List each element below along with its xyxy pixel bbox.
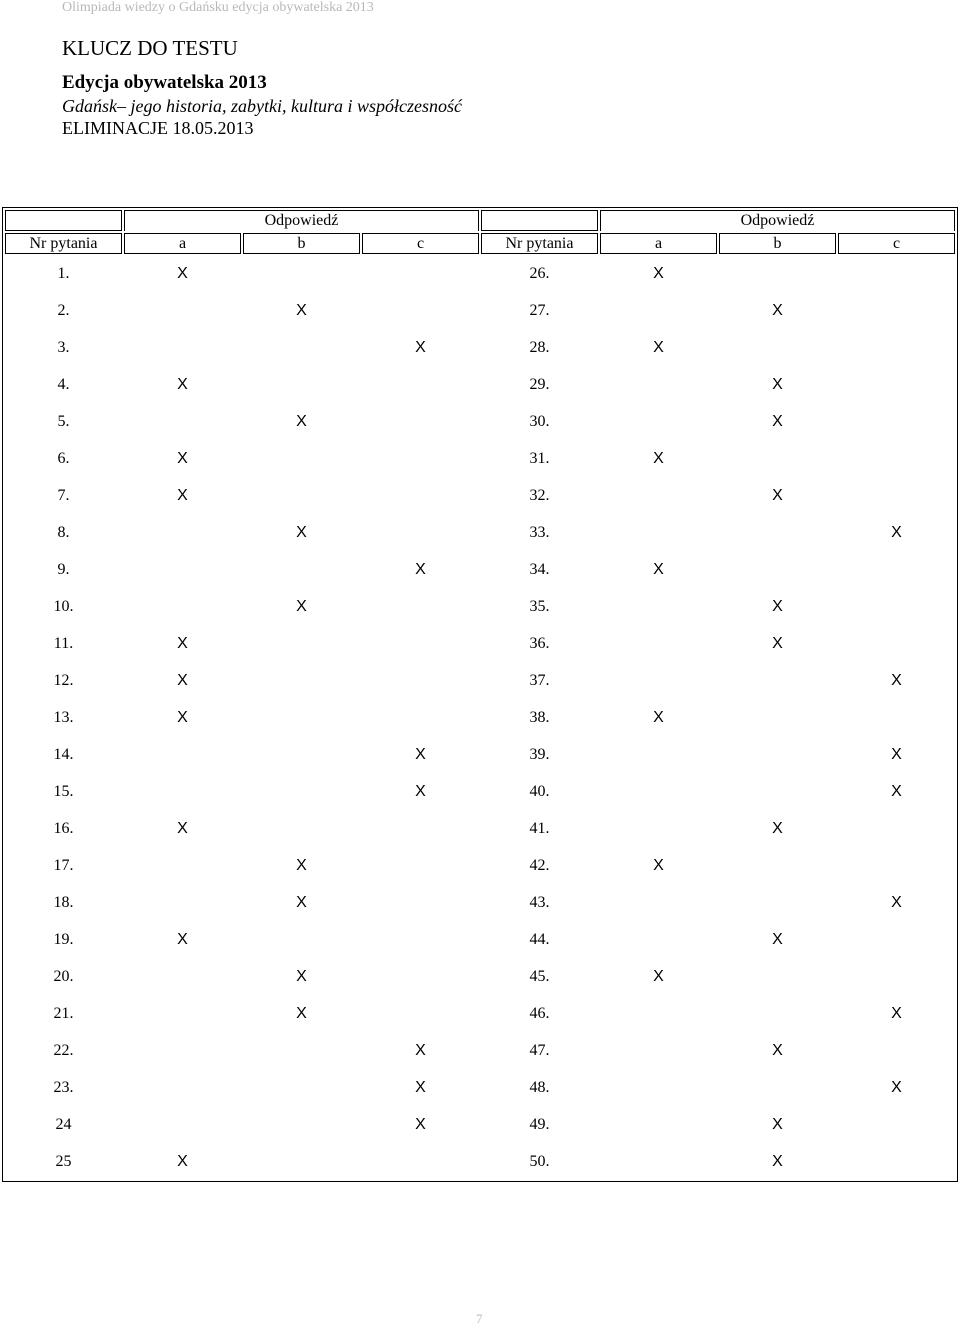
answer-mark-a <box>600 774 717 809</box>
answer-mark-b: X <box>296 301 307 319</box>
answer-mark-b: X <box>772 597 783 615</box>
answer-mark-c <box>362 441 479 476</box>
answer-mark-c <box>838 589 955 624</box>
answer-mark-c <box>838 367 955 402</box>
answer-mark-a <box>124 737 241 772</box>
answer-mark-c <box>362 885 479 920</box>
col-header-nr-right: Nr pytania <box>481 233 598 254</box>
answer-mark-b <box>243 1107 360 1142</box>
eliminations-date: ELIMINACJE 18.05.2013 <box>62 118 254 138</box>
question-number: 45. <box>529 967 550 985</box>
answer-mark-a <box>600 1070 717 1105</box>
question-number: 20. <box>53 967 74 985</box>
answer-mark-a: X <box>653 967 664 985</box>
answer-mark-c <box>838 404 955 439</box>
table-row <box>5 552 955 587</box>
table-row <box>5 922 955 957</box>
answer-mark-a <box>600 1033 717 1068</box>
answer-mark-a: X <box>653 708 664 726</box>
table-row <box>5 330 955 365</box>
answer-mark-c <box>838 626 955 661</box>
answer-mark-a <box>600 367 717 402</box>
answer-mark-b: X <box>296 967 307 985</box>
answer-mark-b <box>243 774 360 809</box>
table-row <box>5 663 955 698</box>
answer-mark-c: X <box>891 1078 902 1096</box>
question-number: 46. <box>529 1004 550 1022</box>
column-header-row <box>5 233 955 254</box>
question-number: 42. <box>529 856 550 874</box>
answer-mark-c <box>362 404 479 439</box>
question-number: 22. <box>53 1041 74 1059</box>
answer-mark-b <box>243 256 360 291</box>
question-number: 50. <box>529 1152 550 1170</box>
answer-mark-b <box>719 256 836 291</box>
table-row <box>5 1033 955 1068</box>
question-number: 1. <box>57 264 70 282</box>
question-number: 35. <box>529 597 550 615</box>
answer-mark-b: X <box>296 856 307 874</box>
question-number: 19. <box>53 930 74 948</box>
question-number: 29. <box>529 375 550 393</box>
answer-mark-a: X <box>177 930 188 948</box>
col-header-a-right: a <box>600 233 717 254</box>
answer-mark-b: X <box>296 523 307 541</box>
answer-mark-c: X <box>891 671 902 689</box>
question-number: 24 <box>55 1115 72 1133</box>
answer-mark-b <box>719 885 836 920</box>
answer-mark-c <box>838 478 955 513</box>
answer-mark-c: X <box>415 745 426 763</box>
table-row <box>5 1144 955 1179</box>
question-number: 30. <box>529 412 550 430</box>
answer-mark-b <box>243 663 360 698</box>
table-row <box>5 774 955 809</box>
question-number: 27. <box>529 301 550 319</box>
answer-mark-b <box>719 737 836 772</box>
question-number: 41. <box>529 819 550 837</box>
answer-mark-a: X <box>177 634 188 652</box>
answer-mark-c: X <box>891 523 902 541</box>
table-row <box>5 700 955 735</box>
question-number: 21. <box>53 1004 74 1022</box>
answer-mark-c: X <box>891 782 902 800</box>
answer-mark-a: X <box>177 708 188 726</box>
answer-mark-c <box>362 293 479 328</box>
answer-mark-a <box>600 589 717 624</box>
answer-mark-b <box>243 1033 360 1068</box>
question-number: 34. <box>529 560 550 578</box>
question-number: 17. <box>53 856 74 874</box>
answer-mark-a <box>124 1070 241 1105</box>
question-number: 4. <box>57 375 70 393</box>
answer-mark-c <box>362 626 479 661</box>
answer-mark-b <box>243 441 360 476</box>
answer-mark-b: X <box>296 893 307 911</box>
answer-mark-a <box>124 552 241 587</box>
answer-mark-c <box>838 922 955 957</box>
answer-mark-a: X <box>653 856 664 874</box>
answer-mark-b <box>719 848 836 883</box>
answer-mark-a <box>124 1107 241 1142</box>
answer-mark-b <box>243 1070 360 1105</box>
answer-mark-b <box>719 663 836 698</box>
answer-mark-b <box>719 552 836 587</box>
answer-mark-a <box>600 737 717 772</box>
table-row <box>5 404 955 439</box>
group-header-left: Odpowiedź <box>124 210 479 231</box>
answer-mark-c <box>362 996 479 1031</box>
answer-mark-c: X <box>891 745 902 763</box>
answer-mark-c <box>838 552 955 587</box>
answer-mark-a <box>124 1033 241 1068</box>
answer-mark-c <box>362 848 479 883</box>
table-row <box>5 367 955 402</box>
page-number: 7 <box>476 1311 483 1326</box>
col-header-a-left: a <box>124 233 241 254</box>
answer-mark-a: X <box>653 338 664 356</box>
answer-mark-b: X <box>772 819 783 837</box>
question-number: 39. <box>529 745 550 763</box>
col-header-c-left: c <box>362 233 479 254</box>
answer-mark-c <box>362 1144 479 1179</box>
question-number: 15. <box>53 782 74 800</box>
answer-key-table <box>2 207 958 1182</box>
answer-mark-b <box>243 700 360 735</box>
answer-mark-b <box>719 996 836 1031</box>
answer-mark-c <box>362 589 479 624</box>
answer-mark-b: X <box>296 1004 307 1022</box>
group-header-row <box>5 210 955 231</box>
answer-mark-a <box>124 959 241 994</box>
answer-mark-b: X <box>772 375 783 393</box>
question-number: 12. <box>53 671 74 689</box>
question-number: 47. <box>529 1041 550 1059</box>
answer-mark-c <box>838 330 955 365</box>
answer-mark-a <box>600 811 717 846</box>
answer-mark-a: X <box>177 264 188 282</box>
answer-mark-c: X <box>415 338 426 356</box>
running-header: Olimpiada wiedzy o Gdańsku edycja obywatelska 2013 <box>62 0 374 15</box>
answer-mark-b: X <box>772 412 783 430</box>
answer-mark-b <box>719 1070 836 1105</box>
question-number: 23. <box>53 1078 74 1096</box>
answer-mark-b: X <box>296 597 307 615</box>
answer-mark-c <box>838 700 955 735</box>
answer-mark-c <box>362 959 479 994</box>
answer-mark-c <box>362 811 479 846</box>
answer-mark-c <box>362 922 479 957</box>
answer-mark-b: X <box>772 930 783 948</box>
answer-mark-b <box>243 367 360 402</box>
question-number: 43. <box>529 893 550 911</box>
subtitle: Gdańsk– jego historia, zabytki, kultura i współczesność <box>62 96 462 116</box>
answer-mark-b: X <box>772 1115 783 1133</box>
answer-mark-a <box>124 404 241 439</box>
answer-mark-a: X <box>177 449 188 467</box>
answer-mark-b <box>719 330 836 365</box>
answer-mark-a: X <box>653 449 664 467</box>
question-number: 11. <box>53 634 74 652</box>
answer-mark-a: X <box>653 264 664 282</box>
answer-mark-a <box>600 996 717 1031</box>
question-number: 13. <box>53 708 74 726</box>
table-row <box>5 811 955 846</box>
answer-mark-c: X <box>415 1078 426 1096</box>
answer-mark-c <box>362 515 479 550</box>
question-number: 2. <box>57 301 70 319</box>
answer-mark-a <box>124 293 241 328</box>
col-header-b-left: b <box>243 233 360 254</box>
question-number: 18. <box>53 893 74 911</box>
answer-mark-a <box>600 922 717 957</box>
answer-mark-c <box>838 811 955 846</box>
question-number: 8. <box>57 523 70 541</box>
answer-mark-c <box>838 1033 955 1068</box>
question-number: 26. <box>529 264 550 282</box>
answer-mark-c <box>362 700 479 735</box>
answer-mark-b: X <box>296 412 307 430</box>
table-row <box>5 1107 955 1142</box>
answer-mark-c <box>838 256 955 291</box>
question-number: 37. <box>529 671 550 689</box>
answer-mark-a <box>124 515 241 550</box>
answer-mark-c: X <box>415 1115 426 1133</box>
table-row <box>5 293 955 328</box>
answer-mark-c <box>362 256 479 291</box>
table-row <box>5 885 955 920</box>
question-number: 49. <box>529 1115 550 1133</box>
answer-mark-c <box>362 663 479 698</box>
answer-mark-a <box>600 478 717 513</box>
table-row <box>5 478 955 513</box>
answer-mark-b <box>243 330 360 365</box>
answer-mark-a <box>600 293 717 328</box>
table-row <box>5 515 955 550</box>
answer-mark-a: X <box>177 486 188 504</box>
table-row <box>5 589 955 624</box>
answer-mark-c <box>362 478 479 513</box>
answer-mark-b: X <box>772 1041 783 1059</box>
table-row <box>5 256 955 291</box>
table-row <box>5 441 955 476</box>
answer-mark-a <box>600 626 717 661</box>
answer-mark-c: X <box>415 782 426 800</box>
answer-mark-a <box>124 885 241 920</box>
answer-mark-a: X <box>177 819 188 837</box>
question-number: 9. <box>57 560 70 578</box>
answer-mark-a <box>600 1107 717 1142</box>
question-number: 3. <box>57 338 70 356</box>
question-number: 32. <box>529 486 550 504</box>
answer-mark-a <box>600 404 717 439</box>
col-header-b-right: b <box>719 233 836 254</box>
answer-mark-c: X <box>891 893 902 911</box>
answer-mark-b <box>719 959 836 994</box>
question-number: 5. <box>57 412 70 430</box>
answer-mark-c <box>362 367 479 402</box>
header-blank-right <box>481 210 598 231</box>
table-row <box>5 1070 955 1105</box>
table-row <box>5 848 955 883</box>
answer-mark-c <box>838 441 955 476</box>
answer-mark-a <box>600 1144 717 1179</box>
answer-mark-b <box>719 515 836 550</box>
header-blank-left <box>5 210 122 231</box>
answer-mark-a <box>124 330 241 365</box>
question-number: 6. <box>57 449 70 467</box>
question-number: 16. <box>53 819 74 837</box>
question-number: 44. <box>529 930 550 948</box>
answer-mark-b <box>719 774 836 809</box>
answer-mark-a: X <box>177 1152 188 1170</box>
answer-mark-c: X <box>415 1041 426 1059</box>
question-number: 10. <box>53 597 74 615</box>
answer-mark-c <box>838 293 955 328</box>
answer-mark-b <box>719 441 836 476</box>
answer-mark-c: X <box>415 560 426 578</box>
answer-mark-b <box>243 922 360 957</box>
question-number: 28. <box>529 338 550 356</box>
group-header-right: Odpowiedź <box>600 210 955 231</box>
table-row <box>5 959 955 994</box>
answer-mark-b: X <box>772 301 783 319</box>
answer-mark-b <box>243 737 360 772</box>
answer-mark-c: X <box>891 1004 902 1022</box>
question-number: 25 <box>55 1152 72 1170</box>
answer-mark-a <box>600 515 717 550</box>
answer-mark-a: X <box>177 375 188 393</box>
question-number: 36. <box>529 634 550 652</box>
question-number: 40. <box>529 782 550 800</box>
answer-mark-b <box>243 552 360 587</box>
answer-mark-b <box>719 700 836 735</box>
answer-mark-b: X <box>772 486 783 504</box>
answer-mark-a <box>124 848 241 883</box>
question-number: 33. <box>529 523 550 541</box>
answer-mark-c <box>838 1144 955 1179</box>
table-row <box>5 996 955 1031</box>
table-row <box>5 626 955 661</box>
answer-mark-c <box>838 848 955 883</box>
col-header-c-right: c <box>838 233 955 254</box>
answer-mark-a: X <box>177 671 188 689</box>
answer-mark-b: X <box>772 1152 783 1170</box>
answer-mark-a <box>124 774 241 809</box>
answer-mark-a <box>124 996 241 1031</box>
answer-mark-c <box>838 1107 955 1142</box>
table-row <box>5 737 955 772</box>
document-title: KLUCZ DO TESTU <box>62 36 238 60</box>
question-number: 31. <box>529 449 550 467</box>
question-number: 14. <box>53 745 74 763</box>
answer-mark-b <box>243 478 360 513</box>
answer-mark-a <box>600 885 717 920</box>
question-number: 7. <box>57 486 70 504</box>
answer-mark-a <box>124 589 241 624</box>
answer-mark-a: X <box>653 560 664 578</box>
answer-mark-b: X <box>772 634 783 652</box>
answer-mark-b <box>243 811 360 846</box>
answer-mark-c <box>838 959 955 994</box>
col-header-nr-left: Nr pytania <box>5 233 122 254</box>
question-number: 38. <box>529 708 550 726</box>
question-number: 48. <box>529 1078 550 1096</box>
answer-mark-b <box>243 626 360 661</box>
edition-heading: Edycja obywatelska 2013 <box>62 72 267 93</box>
answer-mark-a <box>600 663 717 698</box>
answer-mark-b <box>243 1144 360 1179</box>
